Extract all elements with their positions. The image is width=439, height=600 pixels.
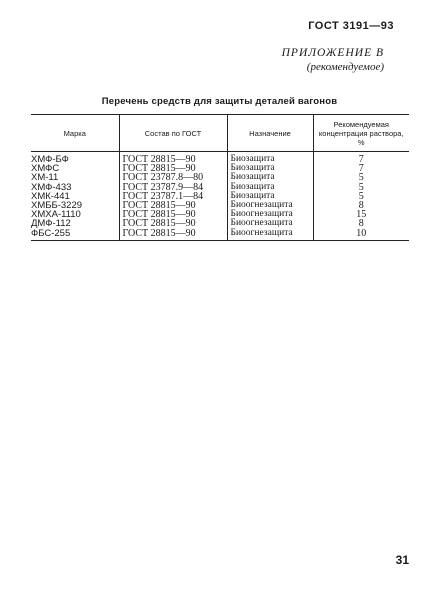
appendix-heading: [282, 46, 384, 74]
cell-purpose: Биоогнезащита: [227, 229, 313, 241]
table-row: [31, 192, 409, 201]
cell-purpose: Биоогнезащита: [227, 210, 313, 219]
table-row: [31, 164, 409, 173]
page-number: 31: [395, 553, 409, 567]
cell-grade: ХМК-441: [31, 190, 70, 202]
cell-grade: ХМФ-БФ: [31, 154, 69, 165]
table-row: [31, 210, 409, 219]
table-title: Перечень средств для защиты деталей вагонов: [101, 96, 338, 107]
table-row: [31, 229, 409, 241]
cell-concentration: 7: [313, 164, 409, 173]
cell-concentration: 5: [313, 192, 409, 201]
cell-composition: ГОСТ 28815—90: [119, 152, 227, 165]
cell-composition: ГОСТ 28815—90: [119, 210, 227, 219]
cell-concentration: 10: [313, 229, 409, 241]
cell-purpose: Биозащита: [227, 192, 313, 201]
cell-purpose: Биозащита: [227, 152, 313, 165]
header-concentration: Рекомендуемая концентрация раствора, %: [313, 115, 409, 152]
cell-composition: ГОСТ 28815—90: [119, 229, 227, 241]
table-row: [31, 201, 409, 210]
cell-composition: ГОСТ 23787.1—84: [119, 192, 227, 201]
document-code: ГОСТ 3191—93: [308, 20, 394, 32]
table-body: [31, 152, 409, 241]
cell-purpose: Биозащита: [227, 183, 313, 192]
cell-concentration: 15: [313, 210, 409, 219]
cell-grade: ФБС-255: [31, 229, 119, 241]
cell-grade: ХМББ-3229: [31, 200, 83, 212]
cell-purpose: Биоогнезащита: [227, 201, 313, 210]
cell-composition: ГОСТ 28815—90: [119, 219, 227, 228]
protection-agents-table: [31, 114, 409, 241]
table-row: [31, 219, 409, 228]
cell-grade: ХМХА-1110: [31, 209, 81, 221]
appendix-title: ПРИЛОЖЕНИЕ В: [281, 47, 384, 59]
header-purpose: Назначение: [227, 115, 313, 152]
cell-concentration: 7: [313, 152, 409, 165]
header-composition: Состав по ГОСТ: [119, 115, 227, 152]
cell-purpose: Биоогнезащита: [227, 219, 313, 228]
cell-concentration: 5: [313, 183, 409, 192]
cell-composition: ГОСТ 28815—90: [119, 201, 227, 210]
header-grade: Марка: [31, 115, 119, 152]
cell-grade: ХМФ-433: [31, 181, 72, 193]
cell-concentration: 8: [313, 219, 409, 228]
cell-concentration: 8: [313, 201, 409, 210]
cell-grade: ДМФ-112: [31, 218, 71, 230]
cell-concentration: 5: [313, 173, 409, 182]
table-row: [31, 152, 409, 165]
cell-purpose: Биозащита: [227, 164, 313, 173]
cell-grade: ХМФС: [31, 163, 60, 175]
table-row: [31, 173, 409, 182]
cell-composition: ГОСТ 23787.9—84: [119, 183, 227, 192]
cell-composition: ГОСТ 23787.8—80: [119, 173, 227, 182]
cell-composition: ГОСТ 28815—90: [119, 164, 227, 173]
table-header-row: [31, 115, 409, 152]
table-row: [31, 183, 409, 192]
cell-purpose: Биозащита: [227, 173, 313, 182]
appendix-note: (рекомендуемое): [306, 61, 384, 73]
cell-grade: ХМ-11: [31, 172, 59, 184]
